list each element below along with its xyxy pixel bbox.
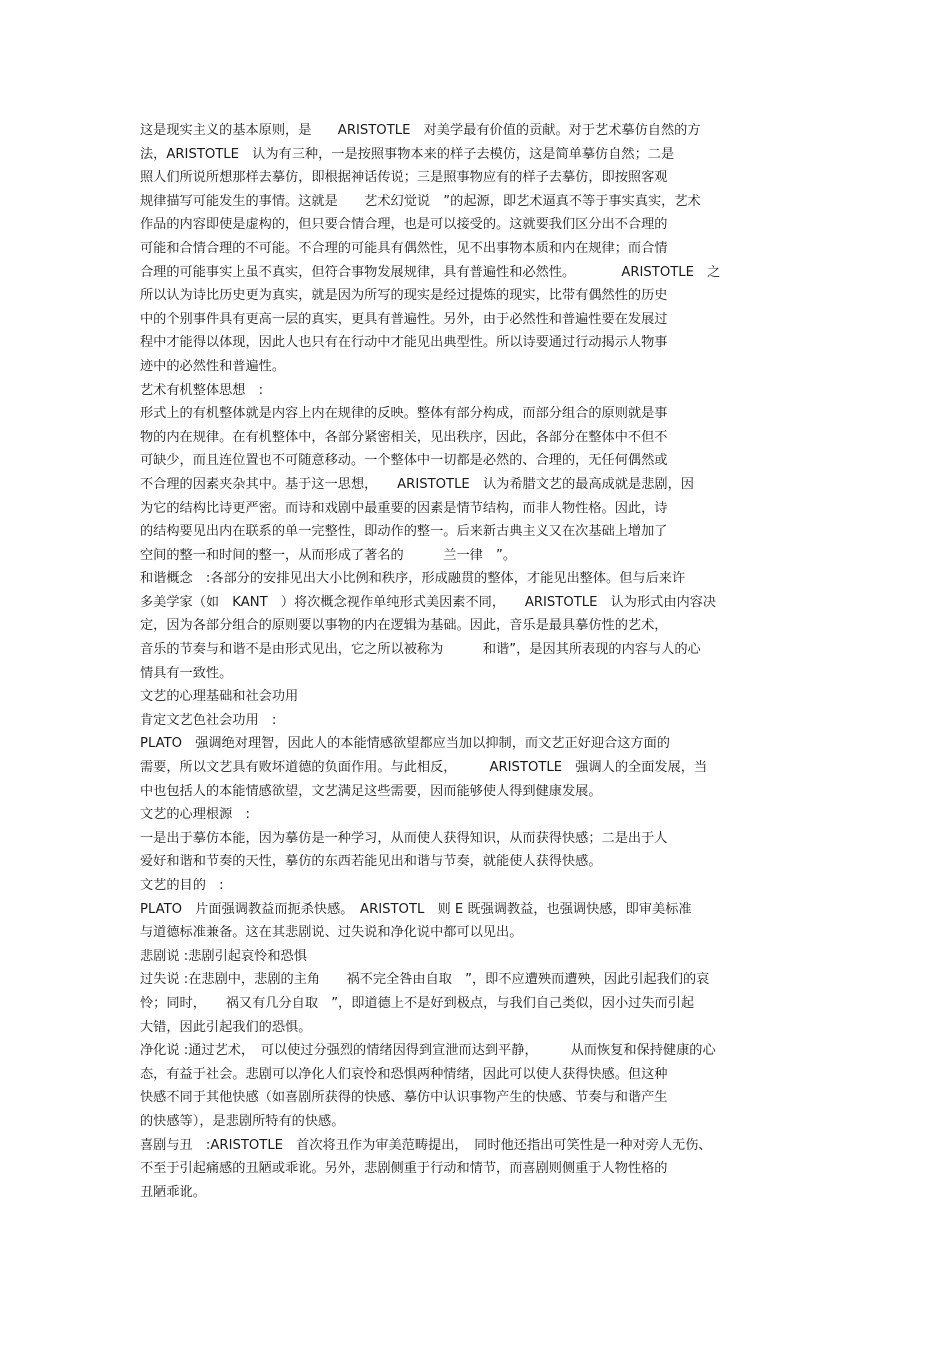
text-line: 爱好和谐和节奏的天性，摹仿的东西若能见出和谐与节奏，就能使人获得快感。: [140, 854, 602, 870]
text-line: 中的个别事件具有更高一层的真实，更具有普遍性。另外，由于必然性和普遍性要在发展过: [140, 311, 668, 327]
text-line: 作品的内容即使是虚构的，但只要合情合理，也是可以接受的。这就要我们区分出不合理的: [140, 217, 668, 233]
text-line: 空间的整一和时间的整一，从而形成了著名的 兰一律 ”。: [140, 547, 517, 563]
text-line: 程中才能得以体现，因此人也只有在行动中才能见出典型性。所以诗要通过行动揭示人物事: [140, 335, 668, 351]
text-line: 定，因为各部分组合的原则要以事物的内在逻辑为基础。因此，音乐是最具摹仿性的艺术，: [140, 618, 668, 634]
text-line: 怜；同时， 祸又有几分自取 ”，即道德上不是好到极点，与我们自己类似，因小过失而引起: [140, 995, 695, 1011]
text-line: 为它的结构比诗更严密。而诗和戏剧中最重要的因素是情节结构，而非人物性格。因此，诗: [140, 500, 668, 516]
text-line: 快感不同于其他快感（如喜剧所获得的快感、摹仿中认识事物产生的快感、节奏与和谐产生: [140, 1090, 668, 1106]
text-line: 态，有益于社会。悲剧可以净化人们哀怜和恐惧两种情绪，因此可以使人获得快感。但这种: [140, 1066, 668, 1082]
text-line: 多美学家（如 KANT ）将次概念视作单纯形式美因素不同， ARISTOTLE 认为形式由内容决: [140, 594, 717, 610]
text-line: 不至于引起痛感的丑陋或乖讹。另外，悲剧侧重于行动和情节，而喜剧则侧重于人物性格的: [140, 1161, 668, 1177]
text-line: 一是出于摹仿本能，因为摹仿是一种学习，从而使人获得知识，从而获得快感；二是出于人: [140, 830, 668, 846]
text-line: PLATO 强调绝对理智，因此人的本能情感欲望都应当加以抑制，而文艺正好迎合这方面的: [140, 736, 670, 752]
text-line: PLATO 片面强调教益而扼杀快感。 ARISTOTL 则 E 既强调教益，也强调快感，即审美标准: [140, 901, 692, 917]
body-text: [140, 119, 820, 1204]
text-line: 照人们所说所想那样去摹仿，即根据神话传说；三是照事物应有的样子去摹仿，即按照客观: [140, 170, 668, 186]
text-line: 肯定文艺色社会功用 :: [140, 712, 277, 728]
text-line: 形式上的有机整体就是内容上内在规律的反映。整体有部分构成，而部分组合的原则就是事: [140, 406, 668, 422]
text-line: 净化说 :通过艺术， 可以使过分强烈的情绪因得到宣泄而达到平静， 从而恢复和保持健康的心: [140, 1043, 716, 1059]
text-line: 法，ARISTOTLE 认为有三种，一是按照事物本来的样子去模仿，这是简单摹仿自然；二是: [140, 146, 675, 162]
text-line: 文艺的心理基础和社会功用: [140, 689, 299, 705]
text-line: 大错，因此引起我们的恐惧。: [140, 1019, 312, 1035]
text-line: 不合理的因素夹杂其中。基于这一思想， ARISTOTLE 认为希腊文艺的最高成就是悲剧，因: [140, 476, 694, 492]
text-line: 文艺的目的 :: [140, 878, 224, 893]
text-line: 丑陋乖讹。: [140, 1184, 206, 1200]
text-line: 音乐的节奏与和谐不是由形式见出，它之所以被称为 和谐”，是因其所表现的内容与人的心: [140, 642, 701, 658]
text-line: 可缺少，而且连位置也不可随意移动。一个整体中一切都是必然的、合理的，无任何偶然或: [140, 453, 668, 469]
text-line: 过失说 :在悲剧中，悲剧的主角 祸不完全咎由自取 ”，即不应遭殃而遭殃，因此引起我们的哀: [140, 972, 710, 988]
text-line: 所以认为诗比历史更为真实，就是因为所写的现实是经过提炼的现实，比带有偶然性的历史: [140, 288, 668, 304]
text-line: 喜剧与丑 :ARISTOTLE 首次将丑作为审美范畴提出， 同时他还指出可笑性是一种对旁人无伤、: [140, 1137, 712, 1153]
text-line: 悲剧说 :悲剧引起哀怜和恐惧: [140, 948, 307, 964]
text-line: 与道德标准兼备。这在其悲剧说、过失说和净化说中都可以见出。: [140, 925, 523, 941]
text-line: 迹中的必然性和普遍性。: [140, 358, 286, 374]
text-line: 需要，所以文艺具有败坏道德的负面作用。与此相反， ARISTOTLE 强调人的全面发展，当: [140, 760, 708, 776]
text-line: 情具有一致性。: [140, 665, 233, 681]
text-line: 艺术有机整体思想 :: [140, 382, 264, 398]
text-line: 合理的可能事实上虽不真实，但符合事物发展规律，具有普遍性和必然性。 ARISTOTLE 之: [140, 264, 721, 280]
text-line: 和谐概念 :各部分的安排见出大小比例和秩序，形成融贯的整体，才能见出整体。但与后来许: [140, 571, 686, 587]
text-line: 物的内在规律。在有机整体中，各部分紧密相关，见出秩序，因此，各部分在整体中不但不: [140, 429, 668, 445]
text-line: 可能和合情合理的不可能。不合理的可能具有偶然性，见不出事物本质和内在规律；而合情: [140, 240, 668, 256]
text-line: 规律描写可能发生的事情。这就是 艺术幻觉说 ”的起源，即艺术逼真不等于事实真实，艺术: [140, 193, 701, 209]
text-line: 文艺的心理根源 :: [140, 807, 250, 823]
text-line: 中也包括人的本能情感欲望，文艺满足这些需要，因而能够使人得到健康发展。: [140, 783, 602, 799]
text-line: 的结构要见出内在联系的单一完整性，即动作的整一。后来新古典主义又在次基础上增加了: [140, 524, 668, 540]
text-line: 的快感等），是悲剧所特有的快感。: [140, 1113, 345, 1129]
text-line: 这是现实主义的基本原则，是 ARISTOTLE 对美学最有价值的贡献。对于艺术摹仿自然的方: [140, 123, 701, 138]
